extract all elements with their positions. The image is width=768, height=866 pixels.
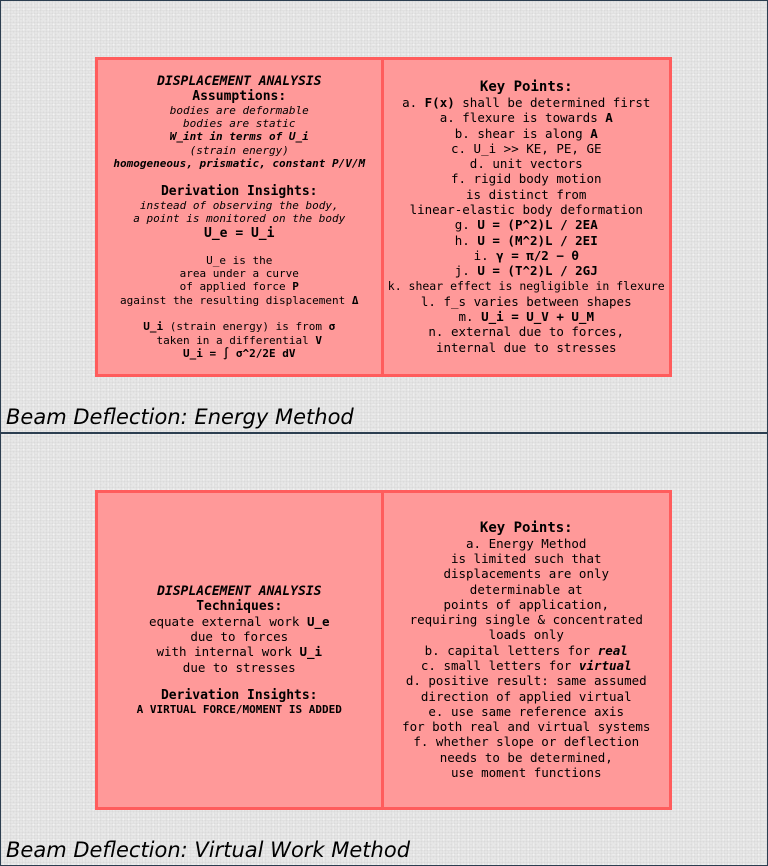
key-point: a. Energy Method [466,535,587,551]
assumption-item: bodies are static [182,117,296,131]
key-point: linear-elastic body deformation [409,202,643,218]
ue-line: of applied force P [179,280,299,294]
key-point: internal due to stresses [435,339,617,355]
key-point: a. F(x) shall be determined first [402,94,651,110]
energy-left-column [98,60,384,374]
technique-line: due to stresses [182,659,296,675]
ui-equation: U_i = ∫ σ^2/2E dV [182,346,296,360]
assumptions-heading: Assumptions: [192,88,287,104]
section-caption: Beam Deflection: Energy Method [6,405,354,429]
ui-line: taken in a differential V [156,333,323,347]
insights-heading: Derivation Insights: [160,183,318,199]
energy-title: DISPLACEMENT ANALYSIS [157,73,322,89]
techniques-heading: Techniques: [196,598,283,614]
assumption-item: bodies are deformable [169,103,309,117]
insight-line: instead of observing the body, [139,198,339,212]
insight-line: A VIRTUAL FORCE/MOMENT IS ADDED [136,702,342,716]
key-point: l. f_s varies between shapes [420,293,632,309]
virtual-work-panel [0,433,768,866]
ue-line: U_e is the [206,253,273,267]
key-point: direction of applied virtual [420,688,632,704]
ui-line: U_i (strain energy) is from σ [143,320,336,334]
key-point: c. small letters for virtual [420,658,632,673]
virtual-right-column [384,493,670,807]
energy-equality: U_e = U_i [204,225,275,241]
virtual-work-card [95,490,672,810]
key-point: i. γ = π/2 − θ [473,247,579,263]
key-point: use moment functions [450,765,602,781]
ue-line: against the resulting displacement Δ [120,293,359,307]
technique-line: with internal work U_i [156,644,323,660]
virtual-left-column [98,493,384,807]
key-point: h. U = (M^2)L / 2EI [454,232,598,248]
key-point: needs to be determined, [439,749,613,765]
assumption-item: homogeneous, prismatic, constant P/V/M [113,157,366,171]
energy-right-column [384,60,670,374]
key-points-heading: Key Points: [479,519,573,536]
virtual-title: DISPLACEMENT ANALYSIS [157,583,322,599]
key-point: g. U = (P^2)L / 2EA [454,217,598,233]
key-point: f. whether slope or deflection [413,734,640,750]
key-point: c. U_i >> KE, PE, GE [450,140,602,156]
key-point: loads only [488,627,564,643]
technique-line: due to forces [190,629,289,644]
insight-line: a point is monitored on the body [133,212,346,226]
key-point: is limited such that [450,550,602,566]
assumption-item: W_int in terms of U_i [169,130,309,144]
key-point: determinable at [469,581,583,597]
key-point: f. rigid body motion [450,171,602,187]
key-point: for both real and virtual systems [402,719,651,735]
key-point: j. U = (T^2)L / 2GJ [454,263,598,279]
energy-method-card [95,57,672,377]
key-point: n. external due to forces, [428,324,625,340]
key-point: is distinct from [466,186,587,202]
assumption-item: (strain energy) [189,143,289,157]
key-points-heading: Key Points: [479,78,573,95]
key-point: d. positive result: same assumed [405,673,647,689]
ue-line: area under a curve [179,266,299,280]
key-point: e. use same reference axis [428,703,625,719]
key-point: displacements are only [443,566,610,582]
key-point: m. U_i = U_V + U_M [458,309,594,325]
key-point: points of application, [443,596,610,612]
technique-line: equate external work U_e [148,613,330,629]
key-point: b. shear is along A [454,125,598,141]
key-point: requiring single & concentrated [409,612,643,628]
key-point: a. flexure is towards A [439,110,613,126]
insights-heading: Derivation Insights: [160,687,318,703]
key-point: k. shear effect is negligible in flexure [387,278,665,293]
section-caption: Beam Deflection: Virtual Work Method [6,838,411,862]
key-point: d. unit vectors [469,156,583,172]
key-point: b. capital letters for real [424,642,628,658]
